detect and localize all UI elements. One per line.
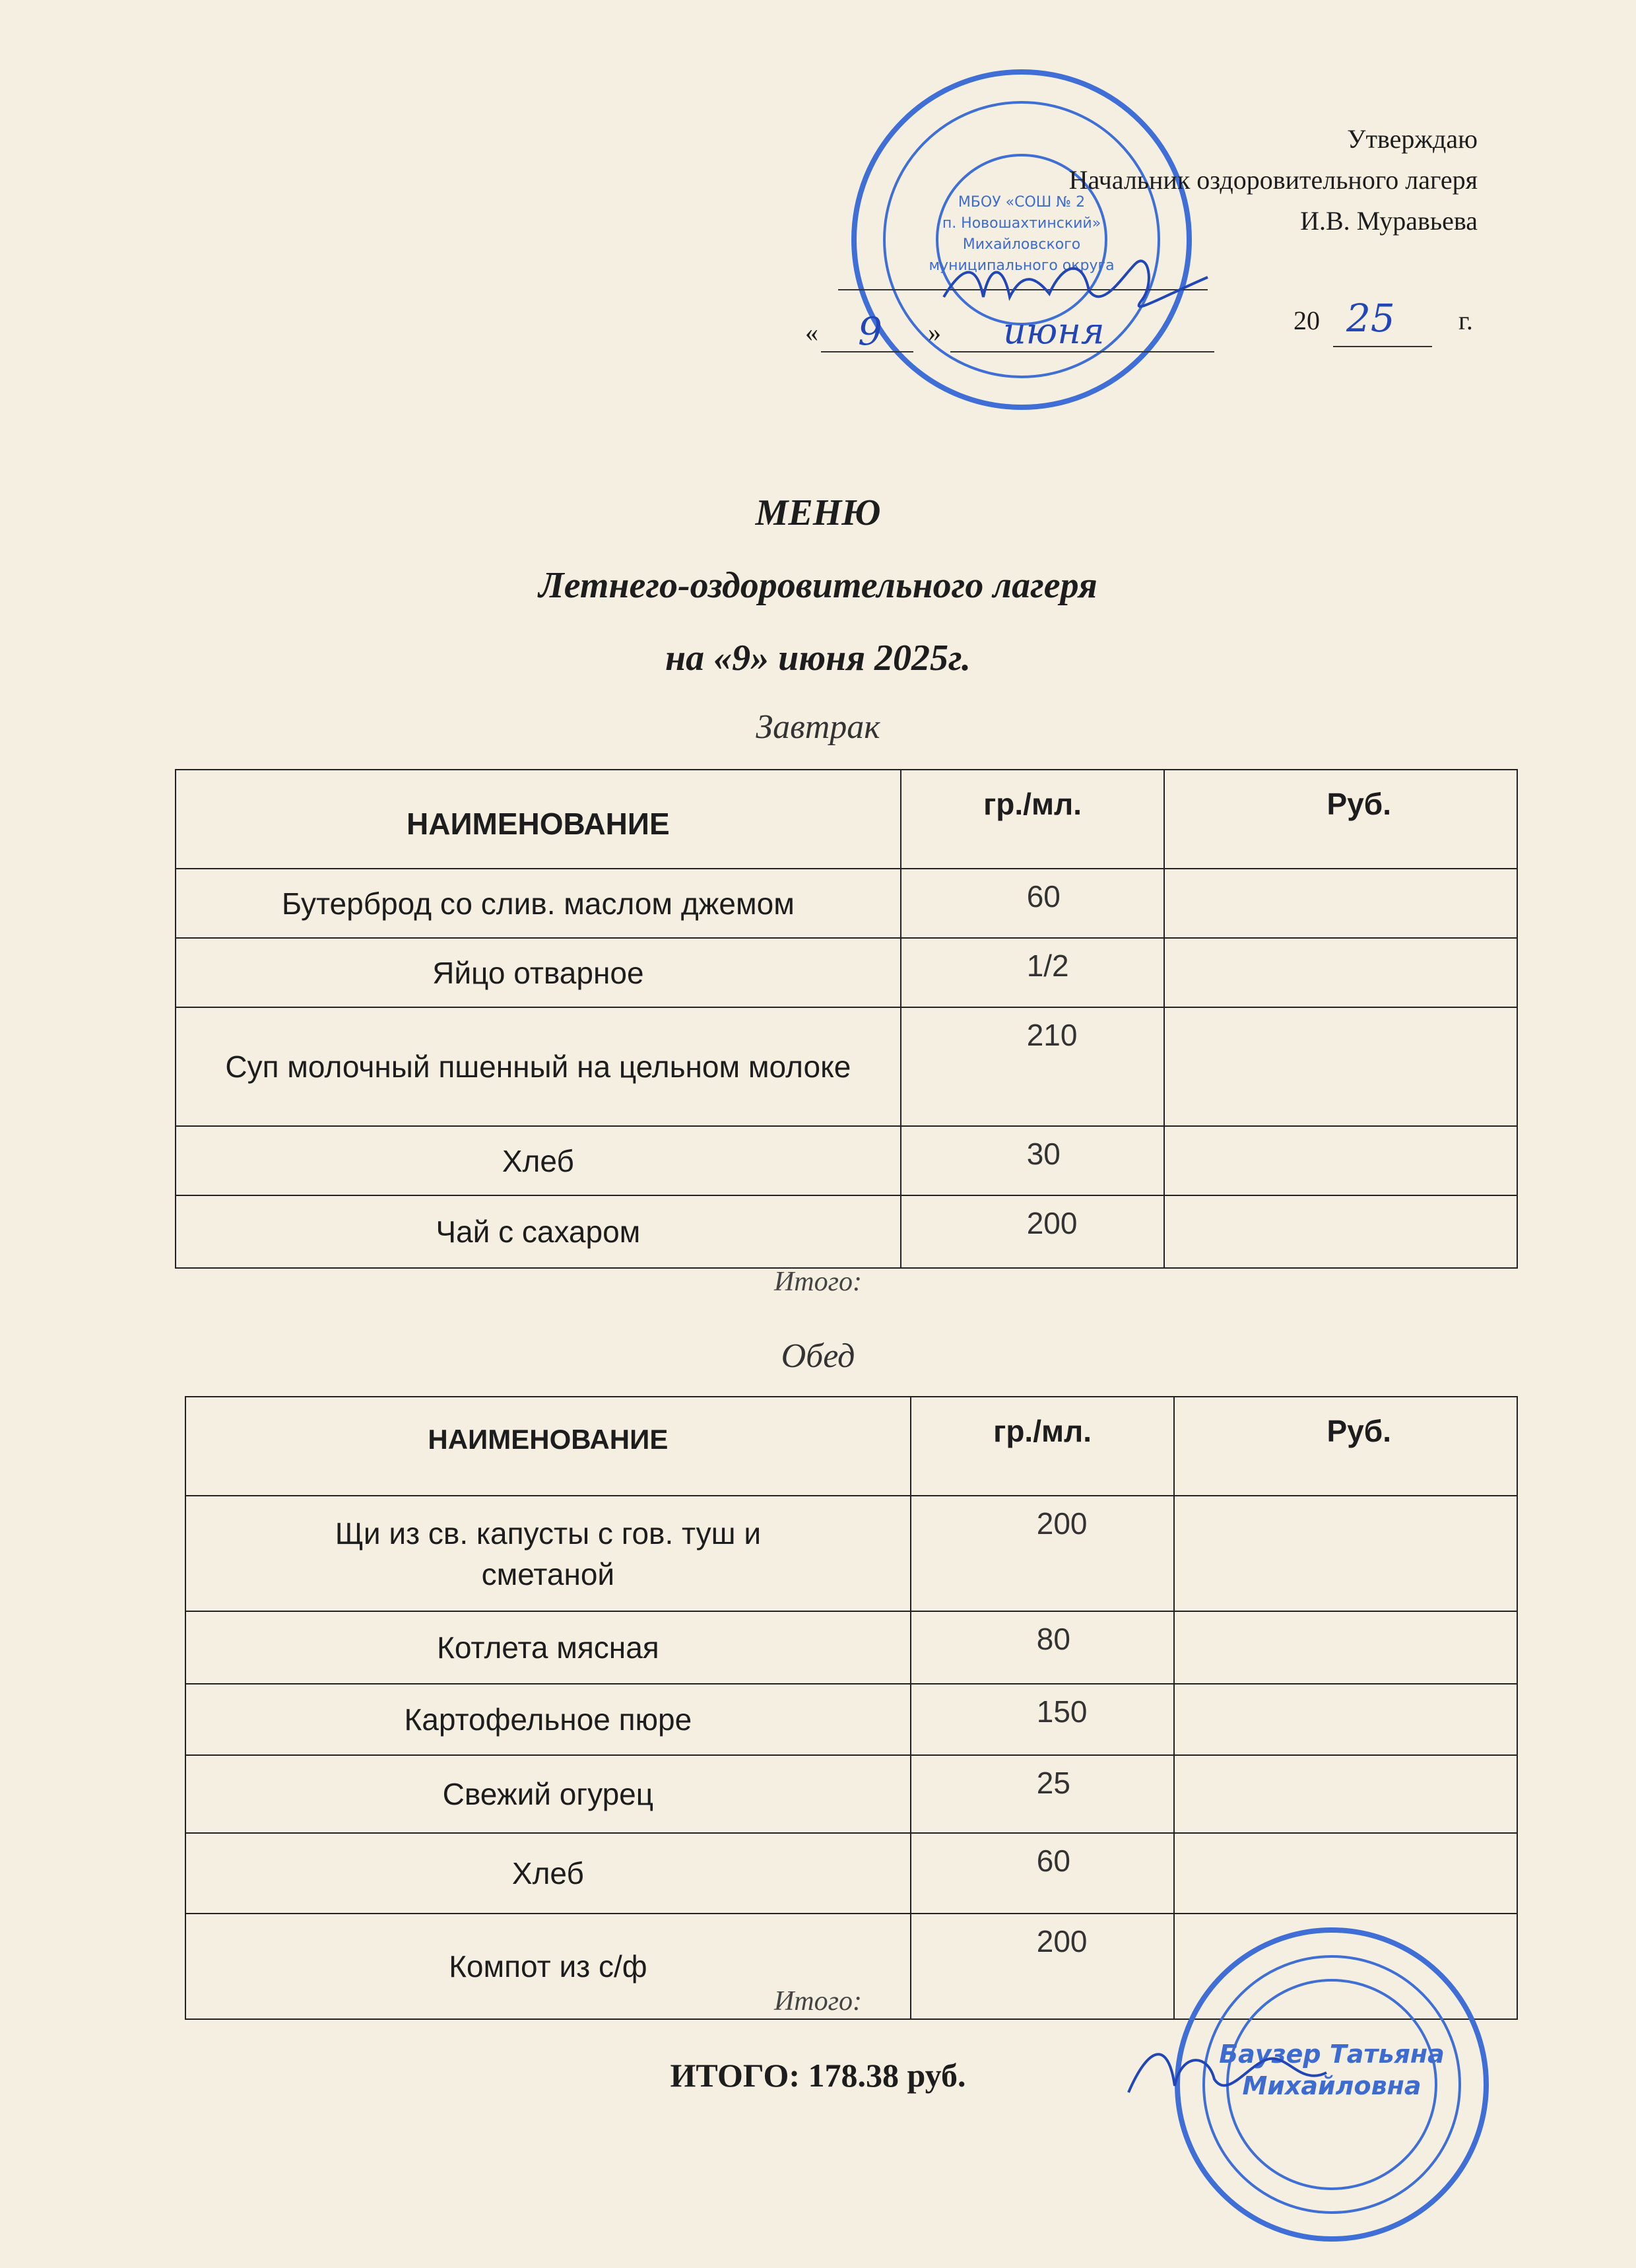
school-stamp-line-2: п. Новошахтинский» bbox=[942, 215, 1101, 232]
dish-name: Бутерброд со слив. маслом джемом bbox=[176, 869, 901, 938]
dish-name: Компот из с/ф bbox=[185, 1914, 911, 2019]
breakfast-total-label: Итого: bbox=[773, 1267, 863, 1297]
dish-price bbox=[1164, 1007, 1517, 1126]
dish-name: Картофельное пюре bbox=[185, 1684, 911, 1755]
table-row bbox=[176, 938, 1517, 1007]
date-open-quote: « bbox=[805, 317, 818, 347]
table-row bbox=[176, 1195, 1517, 1268]
table-row bbox=[176, 1007, 1517, 1126]
entrepreneur-stamp-line-2: Михайловна bbox=[1242, 2071, 1422, 2100]
date-year-prefix: 20 bbox=[1293, 306, 1320, 335]
date-year-unit: г. bbox=[1458, 306, 1473, 335]
dish-qty: 80 bbox=[911, 1611, 1175, 1684]
column-header-name: НАИМЕНОВАНИЕ bbox=[176, 770, 901, 869]
approval-position: Начальник оздоровительного лагеря bbox=[1068, 165, 1478, 195]
dish-qty: 25 bbox=[911, 1755, 1175, 1833]
table-header-row bbox=[185, 1397, 1517, 1496]
table-row bbox=[185, 1755, 1517, 1833]
page-date-line: на «9» июня 2025г. bbox=[665, 638, 971, 679]
table-row bbox=[185, 1684, 1517, 1755]
dish-qty: 210 bbox=[901, 1007, 1165, 1126]
column-header-price: Руб. bbox=[1164, 770, 1517, 869]
dish-name: Хлеб bbox=[176, 1126, 901, 1195]
dish-price bbox=[1164, 938, 1517, 1007]
dish-name: Чай с сахаром bbox=[176, 1195, 901, 1268]
lunch-heading: Обед bbox=[781, 1337, 855, 1375]
date-year-handwritten: 25 bbox=[1346, 296, 1395, 341]
table-row bbox=[185, 1611, 1517, 1684]
date-day-handwritten: 9 bbox=[858, 309, 882, 354]
dish-price bbox=[1174, 1755, 1517, 1833]
dish-price bbox=[1174, 1684, 1517, 1755]
lunch-table bbox=[185, 1396, 1518, 2020]
grand-total: ИТОГО: 178.38 руб. bbox=[670, 2057, 966, 2094]
dish-price bbox=[1174, 1496, 1517, 1611]
dish-price bbox=[1174, 1611, 1517, 1684]
dish-price bbox=[1174, 1833, 1517, 1914]
school-stamp-line-3: Михайловского bbox=[962, 236, 1081, 253]
table-header-row bbox=[176, 770, 1517, 869]
dish-qty: 1/2 bbox=[901, 938, 1165, 1007]
school-stamp-line-1: МБОУ «СОШ № 2 bbox=[958, 194, 1086, 211]
approval-title: Утверждаю bbox=[1347, 124, 1478, 154]
page-subtitle: Летнего-оздоровительного лагеря bbox=[539, 565, 1097, 606]
lunch-total-label: Итого: bbox=[773, 1986, 863, 2017]
breakfast-table bbox=[175, 769, 1518, 1269]
school-stamp-line-4: муниципального округа bbox=[929, 257, 1115, 274]
column-header-name: НАИМЕНОВАНИЕ bbox=[185, 1397, 911, 1496]
approval-name: И.В. Муравьева bbox=[1300, 206, 1478, 236]
dish-name: Котлета мясная bbox=[185, 1611, 911, 1684]
table-row bbox=[176, 1126, 1517, 1195]
dish-name: Суп молочный пшенный на цельном молоке bbox=[176, 1007, 901, 1126]
dish-qty: 200 bbox=[901, 1195, 1165, 1268]
date-year-underline bbox=[1333, 346, 1432, 347]
approval-date-row bbox=[805, 296, 1478, 364]
dish-qty: 30 bbox=[901, 1126, 1165, 1195]
entrepreneur-signature bbox=[1115, 2026, 1340, 2112]
table-row bbox=[185, 1496, 1517, 1611]
dish-qty: 60 bbox=[901, 869, 1165, 938]
dish-qty: 150 bbox=[911, 1684, 1175, 1755]
page-title: МЕНЮ bbox=[755, 492, 881, 533]
dish-price bbox=[1164, 1195, 1517, 1268]
dish-price bbox=[1164, 869, 1517, 938]
dish-name: Хлеб bbox=[185, 1833, 911, 1914]
table-row bbox=[185, 1833, 1517, 1914]
dish-name: Яйцо отварное bbox=[176, 938, 901, 1007]
approval-block bbox=[818, 119, 1478, 242]
dish-qty: 200 bbox=[911, 1496, 1175, 1611]
date-month-handwritten: июня bbox=[1003, 310, 1105, 352]
column-header-price: Руб. bbox=[1174, 1397, 1517, 1496]
breakfast-heading: Завтрак bbox=[756, 708, 880, 746]
column-header-qty: гр./мл. bbox=[901, 770, 1165, 869]
dish-qty: 200 bbox=[911, 1914, 1175, 2019]
table-row bbox=[176, 869, 1517, 938]
dish-price bbox=[1164, 1126, 1517, 1195]
entrepreneur-stamp-line-1: Баузер Татьяна bbox=[1219, 2040, 1445, 2069]
date-close-quote: » bbox=[928, 317, 941, 347]
column-header-qty: гр./мл. bbox=[911, 1397, 1175, 1496]
dish-name: Свежий огурец bbox=[185, 1755, 911, 1833]
dish-name: Щи из св. капусты с гов. туш и сметаной bbox=[185, 1496, 911, 1611]
dish-qty: 60 bbox=[911, 1833, 1175, 1914]
